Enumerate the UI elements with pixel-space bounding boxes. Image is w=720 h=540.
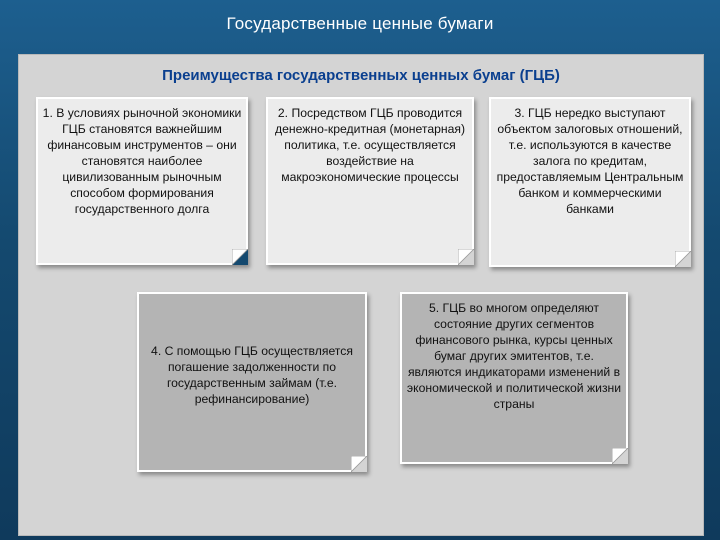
advantage-card-1 xyxy=(36,97,248,265)
advantage-card-4 xyxy=(137,292,367,472)
advantage-card-2 xyxy=(266,97,474,265)
page-fold-icon xyxy=(612,448,628,464)
advantage-card-3 xyxy=(489,97,691,267)
advantage-card-3-text: 3. ГЦБ нередко выступают объектом залоговых отношений, т.е. используются в качестве залога по кредитам, предоставляемым Центральным банком и коммерческими банками xyxy=(496,106,684,216)
page-fold-icon xyxy=(351,456,367,472)
slide-title: Государственные ценные бумаги xyxy=(226,14,494,33)
page-fold-icon xyxy=(675,251,691,267)
advantage-card-4-text: 4. С помощью ГЦБ осуществляется погашение задолженности по государственным займам (т.е. рефинансирование) xyxy=(151,344,353,406)
page-fold-icon xyxy=(458,249,474,265)
slide-subtitle: Преимущества государственных ценных бумаг (ГЦБ) xyxy=(162,67,560,84)
advantage-card-2-text: 2. Посредством ГЦБ проводится денежно-кредитная (монетарная) политика, т.е. осуществляется воздействие на макроэкономические процессы xyxy=(274,106,466,184)
advantage-card-1-text: 1. В условиях рыночной экономики ГЦБ становятся важнейшим финансовым инструментов – они становятся наиболее цивилизованным рыночным способом формирования государственного долга xyxy=(42,106,242,216)
advantage-card-5 xyxy=(400,292,628,464)
advantage-card-5-text: 5. ГЦБ во многом определяют состояние других сегментов финансового рынка, курсы ценных бумаг других эмитентов, т.е. являются индикаторами изменений в экономической и политической жизни страны xyxy=(406,301,622,411)
page-fold-icon xyxy=(232,249,248,265)
